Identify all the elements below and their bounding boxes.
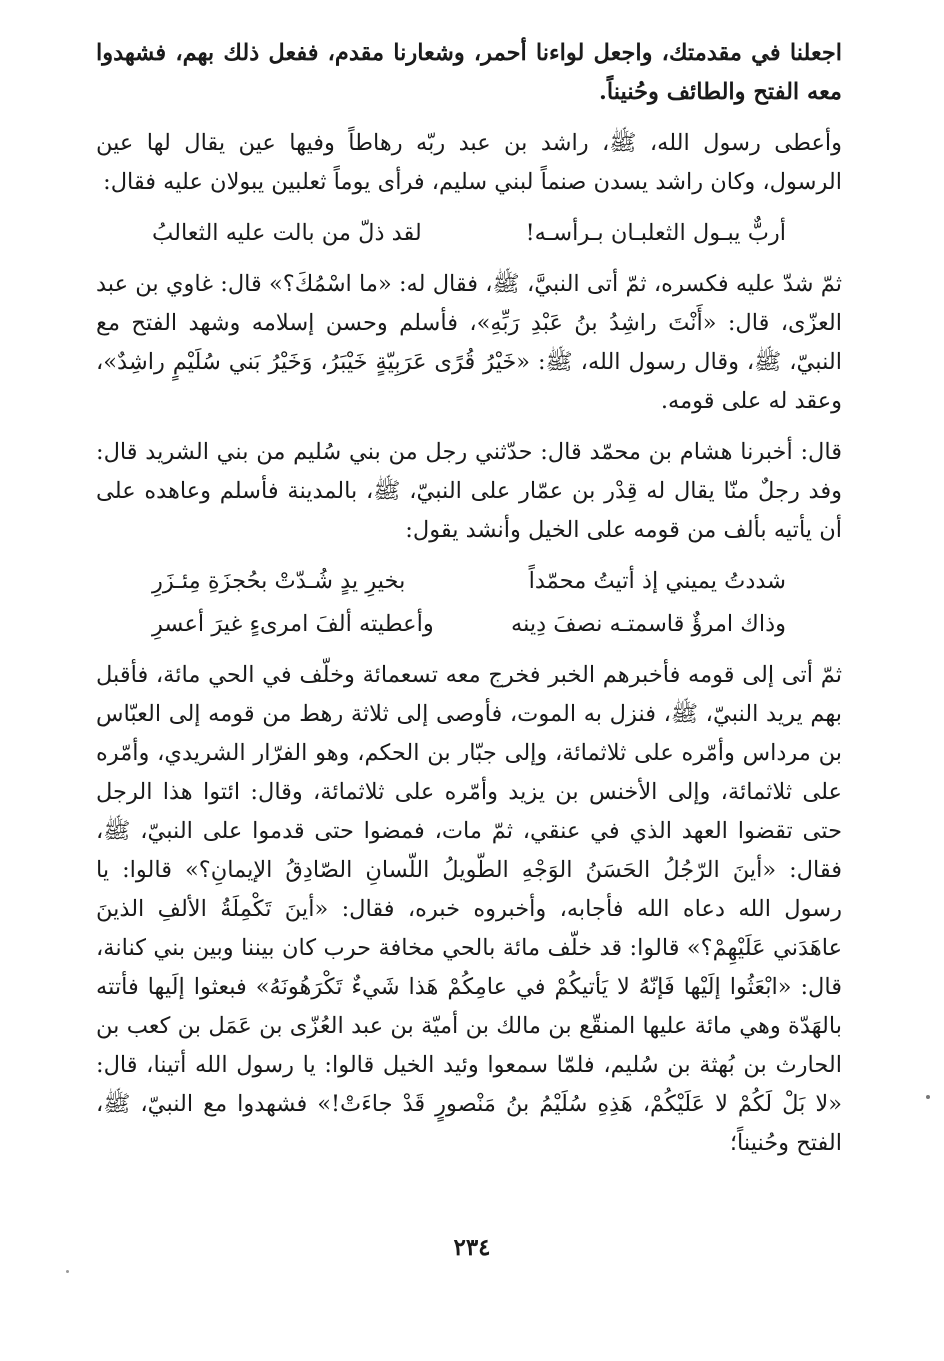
paragraph: وأعطى رسول الله، ﷺ، راشد بن عبد ربّه رهاطاً وفيها عين يقال لها عين الرسول، وكان راشد يسدن صنماً لبني سليم، فرأى يوماً ثعلبين يبولان عليه فقال: — [96, 130, 842, 195]
poem-verse-block — [96, 214, 842, 253]
scan-speck — [66, 1270, 69, 1273]
page-number: ٢٣٤ — [453, 1234, 491, 1261]
paragraph: ثمّ شدّ عليه فكسره، ثمّ أتى النبيَّ، ﷺ، فقال له: «ما اسْمُكَ؟» قال: غاوي بن عبد العزّى، قال: «أَنْتَ راشِدُ بنُ عَبْدِ رَبِّهِ»، فأسلم وحسن إسلامه وشهد الفتح مع النبيّ، ﷺ، وقال رسول الله، ﷺ: «خَيْرُ قُرًى عَرَبِيّةٍ خَيْبَرُ، وَخَيْرُ بَني سُلَيْمٍ راشِدٌ»، وعقد له على قومه. — [96, 271, 842, 414]
poem-verse-block — [96, 562, 842, 644]
poem-verse — [96, 605, 842, 644]
verse-first-hemistich: شددتُ يميني إذ أتيتُ محمّداً — [528, 568, 786, 594]
book-page-body — [96, 34, 842, 1175]
paragraph: قال: أخبرنا هشام بن محمّد قال: حدّثني رجل من بني سُليم من بني الشريد قال: وفد رجلٌ منّا يقال له قِدْر بن عمّار على النبيّ، ﷺ، بالمدينة فأسلم وعاهده على أن يأتيه بألف من قومه على الخيل وأنشد يقول: — [96, 439, 842, 543]
poem-verse — [96, 562, 842, 601]
verse-first-hemistich: وذاك امرؤٌ قاسمتـه نصفَ دِينه — [511, 611, 786, 637]
paragraph: اجعلنا في مقدمتك، واجعل لواءنا أحمر، وشعارنا مقدم، ففعل ذلك بهم، فشهدوا معه الفتح والطائف وحُنيناً. — [96, 40, 842, 105]
verse-second-hemistich: وأعطيته ألفَ امرىءٍ غيرَ أعسرِ — [152, 611, 434, 637]
verse-second-hemistich: لقد ذلّ من بالت عليه الثعالبُ — [152, 220, 422, 246]
verse-first-hemistich: أربٌّ يبـول الثعلبـان بـرأسـه! — [525, 220, 786, 246]
poem-verse — [96, 214, 842, 253]
scan-speck — [926, 1095, 930, 1099]
verse-second-hemistich: بخيرِ يدٍ شُـدّتْ بحُجزَةِ مِئـزَرِ — [152, 568, 406, 594]
paragraph: ثمّ أتى إلى قومه فأخبرهم الخبر فخرج معه تسعمائة وخلّف في الحي مائة، فأقبل بهم يريد النبيّ، ﷺ، فنزل به الموت، فأوصى إلى ثلاثة رهط من قومه إلى العبّاس بن مرداس وأمّره على ثلاثمائة، وإلى جبّار بن الحكم، وهو الفرّار الشريدي، وأمّره على ثلاثمائة، وإلى الأخنس بن يزيد وأمّره على ثلاثمائة، وقال: ائتوا هذا الرجل حتى تقضوا العهد الذي في عنقي، ثمّ مات، فمضوا حتى قدموا على النبيّ، ﷺ، فقال: «أينَ الرّجُلُ الحَسَنُ الوَجْهِ الطّويلُ اللّسانِ الصّادِقُ الإيمانِ؟» قالوا: يا رسول الله دعاه الله فأجابه، وأخبروه خبره، فقال: «أينَ تَكْمِلَةُ الألفِ الذينَ عاهَدَني عَلَيْهِمْ؟» قالوا: قد خلّف مائة بالحي مخافة حرب كان بيننا وبين بني كنانة، قال: «ابْعَثُوا إلَيْها فَإنّهُ لا يَأتيكُمْ في عامِكُمْ هَذا شَيءٌ تَكْرَهُونَهُ» فبعثوا إلَيها فأتته بالهَدّة وهي مائة عليها المنقّع بن مالك بن أميّة بن عبد العُزّى بن عَمَل بن كعب بن الحارث بن بُهثة بن سُليم، فلمّا سمعوا وئيد الخيل قالوا: يا رسول الله أتينا، قال: «لا بَلْ لَكُمْ لا عَلَيْكُمْ، هَذِهِ سُلَيْمُ بنُ مَنْصورٍ قَدْ جاءَتْ!» فشهدوا مع النبيّ، ﷺ، الفتح وحُنيناً؛ — [96, 662, 842, 1156]
